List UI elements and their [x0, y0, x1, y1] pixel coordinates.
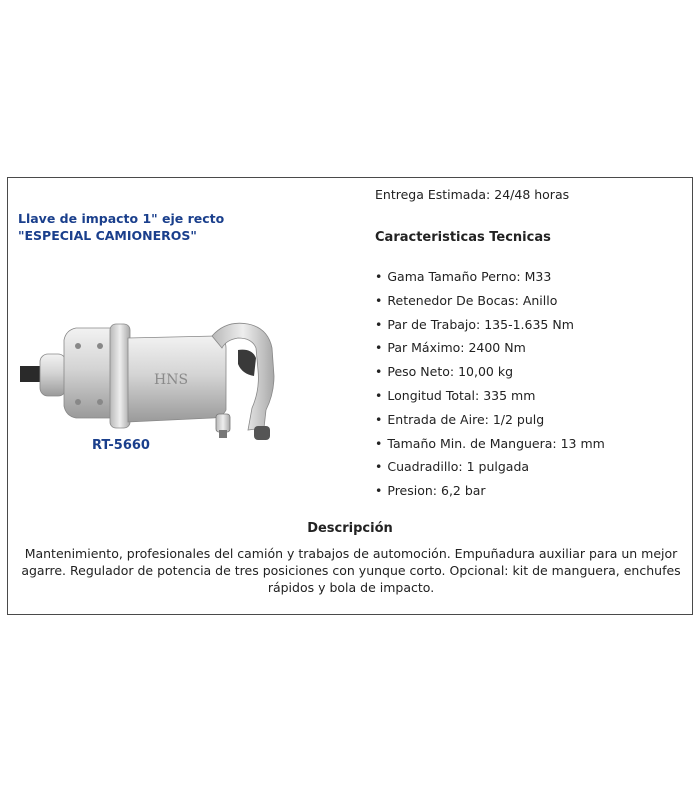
product-code: RT-5660 — [92, 438, 150, 453]
specs-list — [375, 268, 605, 506]
spec-item: • Retenedor De Bocas: Anillo — [375, 292, 605, 316]
spec-item: • Tamaño Min. de Manguera: 13 mm — [375, 435, 605, 459]
spec-item: • Par de Trabajo: 135-1.635 Nm — [375, 316, 605, 340]
specs-title: Caracteristicas Tecnicas — [375, 230, 551, 245]
impact-wrench-image — [16, 318, 281, 443]
spec-item: • Presion: 6,2 bar — [375, 482, 605, 506]
spec-item: • Par Máximo: 2400 Nm — [375, 339, 605, 363]
spec-item: • Cuadradillo: 1 pulgada — [375, 458, 605, 482]
delivery-estimate: Entrega Estimada: 24/48 horas — [375, 187, 570, 202]
product-title: Llave de impacto 1" eje recto "ESPECIAL CAMIONEROS" — [18, 211, 225, 243]
description-title: Descripción — [307, 521, 393, 536]
spec-item: • Gama Tamaño Perno: M33 — [375, 268, 605, 292]
spec-item: • Entrada de Aire: 1/2 pulg — [375, 411, 605, 435]
description-text: Mantenimiento, profesionales del camión y trabajos de automoción. Empuñadura auxiliar para un mejor agarre. Regulador de potencia de tres posiciones con yunque corto. Opcional: kit de manguera, enchufes rápidos y bola de impacto. — [21, 546, 681, 595]
product-card — [7, 177, 693, 615]
spec-item: • Peso Neto: 10,00 kg — [375, 363, 605, 387]
brand-mark: HNS — [154, 372, 189, 388]
spec-item: • Longitud Total: 335 mm — [375, 387, 605, 411]
